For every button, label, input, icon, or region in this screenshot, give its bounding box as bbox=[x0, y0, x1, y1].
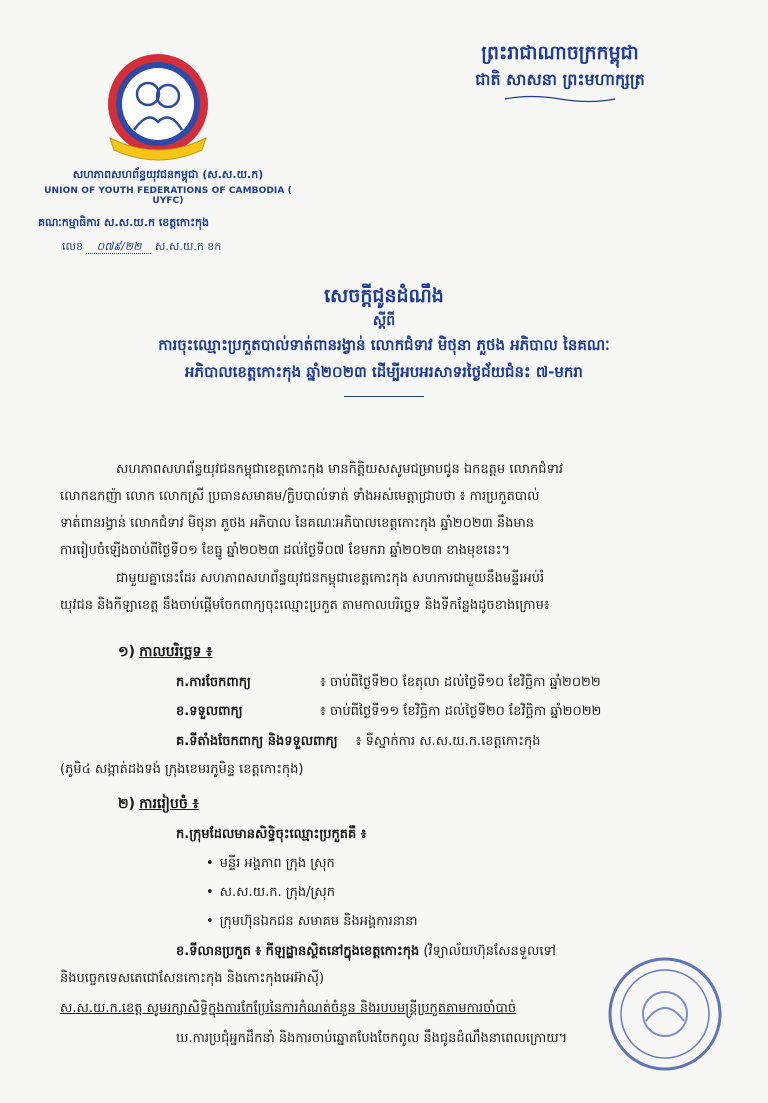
reference-number bbox=[62, 240, 302, 256]
eligible-group-item: • ក្រុមហ៊ុនឯកជន សមាគម និងអង្គការនានា bbox=[206, 913, 417, 932]
para1-line: សហភាពសហព័ន្ធយុវជនកម្ពុជាខេត្តកោះកុង មានកិត្តិយសសូមជម្រាបជូន ឯកឧត្តម លោកជំទាវ bbox=[116, 462, 563, 477]
notice-subject-line-2: អភិបាលខេត្តកោះកុង ឆ្នាំ២០២៣ ដើម្បីអបអរសាទរថ្ងៃជ័យជំនះ ៧-មករា bbox=[185, 363, 583, 381]
section-2-title: ការរៀបចំ ៖ bbox=[139, 796, 199, 812]
ref-prefix: លេខ bbox=[62, 240, 83, 253]
section-1-heading bbox=[118, 642, 212, 663]
ref-suffix: ស.ស.យ.ក ខក bbox=[154, 240, 222, 253]
section-1-item-b bbox=[176, 703, 601, 722]
item-a-value: ៖ ចាប់ពីថ្ងៃទី២០ ខែតុលា ដល់ថ្ងៃទី១០ ខែវិច្ឆិកា ឆ្នាំ២០២២ bbox=[320, 675, 601, 690]
eligible-group-item: • មន្ទីរ អង្គភាព ក្រុង ស្រុក bbox=[206, 855, 335, 874]
section-1-title: កាលបរិច្ឆេទ ៖ bbox=[139, 644, 213, 660]
uyfc-logo bbox=[100, 50, 216, 166]
eligible-group-item: • ស.ស.យ.ក. ក្រុង/ស្រុក bbox=[206, 884, 335, 903]
item-b-label: ខ.ទទួលពាក្យ bbox=[176, 704, 243, 719]
reservation-note: ស.ស.យ.ក.ខេត្ត សូមរក្សាសិទ្ធិក្នុងការកែប្រែនៃការកំណត់ចំនួន និងរបបមន្ត្រីប្រកួតតាមការចាំបាច់ bbox=[60, 1001, 517, 1016]
section-2-item-b-detail: និងបច្ចេកទេសតេជោសែនកោះកុង និងកោះកុងអេអ៊ាស៊ី) bbox=[60, 971, 325, 986]
item-a-label: ក.ការចែកពាក្យ bbox=[176, 675, 251, 690]
item-b-value: (វិទ្យាល័យហ៊ុនសែនទួលទៅ bbox=[423, 944, 556, 959]
notice-title: សេចក្តីជូនដំណឹង bbox=[324, 285, 444, 307]
para1-line: ការរៀបចំឡើងចាប់ពីថ្ងៃទី០១ ខែធ្នូ ឆ្នាំ២០២៣ ដល់ថ្ងៃទី០៧ ខែមករា ឆ្នាំ២០២៣ ខាងមុខនេះ។ bbox=[60, 543, 511, 558]
body-paragraph-2 bbox=[60, 565, 714, 619]
section-2-item-c: ឃ.ការប្រជុំអ្នកដឹកនាំ និងការចាប់ឆ្នោតបែងចែកពូល នឹងជូនដំណឹងនាពេលក្រោយ។ bbox=[176, 1031, 568, 1046]
title-divider bbox=[344, 396, 424, 397]
national-motto: ជាតិ សាសនា ព្រះមហាក្សត្រ bbox=[475, 70, 645, 89]
item-c-value: ៖ ទីស្នាក់ការ ស.ស.យ.ក.ខេត្តកោះកុង bbox=[355, 734, 541, 749]
item-b-label: ខ.ទីលានប្រកួត ៖ កីឡដ្ឋានស្ថិតនៅក្នុងខេត្តកោះកុង bbox=[176, 944, 420, 959]
para2-line: ជាមួយគ្នានេះដែរ សហភាពសហព័ន្ធយុវជនកម្ពុជាខេត្តកោះកុង សហការជាមួយនឹងមន្ទីរអប់រំ bbox=[116, 571, 545, 586]
section-1-number: ១) bbox=[118, 644, 135, 660]
item-b-value: ៖ ចាប់ពីថ្ងៃទី១១ ខែវិច្ឆិកា ដល់ថ្ងៃទី២០ ខែវិច្ឆិកា ឆ្នាំ២០២២ bbox=[320, 704, 602, 719]
section-1-item-a bbox=[176, 674, 601, 693]
org-name-khmer: សហភាពសហព័ន្ធយុវជនកម្ពុជា (ស.ស.យ.ក) bbox=[72, 168, 264, 181]
committee-name: គណៈកម្មាធិការ ស.ស.យ.ក ខេត្តកោះកុង bbox=[38, 216, 209, 229]
body-paragraph-1 bbox=[60, 456, 714, 564]
para1-line: ទាត់ពានរង្វាន់ លោកជំទាវ មិថុនា ភួថង អភិបាល នៃគណៈអភិបាលខេត្តកោះកុង ឆ្នាំ២០២៣ នឹងមាន bbox=[60, 516, 535, 531]
notice-about: ស្តីពី bbox=[372, 313, 396, 329]
section-2-item-b bbox=[176, 943, 556, 962]
section-1-item-c bbox=[176, 733, 541, 752]
org-name-english: UNION OF YOUTH FEDERATIONS OF CAMBODIA ( UYFC) bbox=[44, 186, 292, 206]
item-c-label: គ.ទីតាំងចែកពាក្យ និងទទួលពាក្យ bbox=[176, 734, 338, 749]
section-1-item-c-detail: (ភូមិ៤ សង្កាត់ដងទង់ ក្រុងខេមរភូមិន្ទ ខេត្តកោះកុង) bbox=[60, 762, 304, 777]
ref-number: ០៧៩/២២ bbox=[86, 240, 151, 254]
official-stamp bbox=[606, 955, 724, 1073]
notice-title-block bbox=[40, 282, 728, 397]
para2-line: យុវជន និងកីឡាខេត្ត នឹងចាប់ផ្តើមចែកពាក្យចុះឈ្មោះប្រកួត តាមកាលបរិច្ឆេទ និងទីកន្លែងដូចខាងក្រោម៖ bbox=[60, 598, 550, 613]
kingdom-header bbox=[430, 38, 690, 104]
section-2-item-a: ក.ក្រុមដែលមានសិទ្ធិចុះឈ្មោះប្រកួតគឺ ៖ bbox=[176, 827, 367, 842]
notice-subject-line-1: ការចុះឈ្មោះប្រកួតបាល់ទាត់ពានរង្វាន់ លោកជំទាវ មិថុនា ភួថង អភិបាល នៃគណៈ bbox=[158, 336, 610, 354]
section-2-number: ២) bbox=[118, 796, 135, 812]
ornament-divider bbox=[500, 94, 620, 104]
para1-line: លោកឧកញ៉ា លោក លោកស្រី ប្រធានសមាគម/ក្លិបបាល់ទាត់ ទាំងអស់មេត្តាជ្រាបថា ៖ ការប្រកួតបាល់ bbox=[60, 489, 540, 504]
section-2-heading bbox=[118, 794, 199, 815]
kingdom-title: ព្រះរាជាណាចក្រកម្ពុជា bbox=[481, 42, 639, 64]
